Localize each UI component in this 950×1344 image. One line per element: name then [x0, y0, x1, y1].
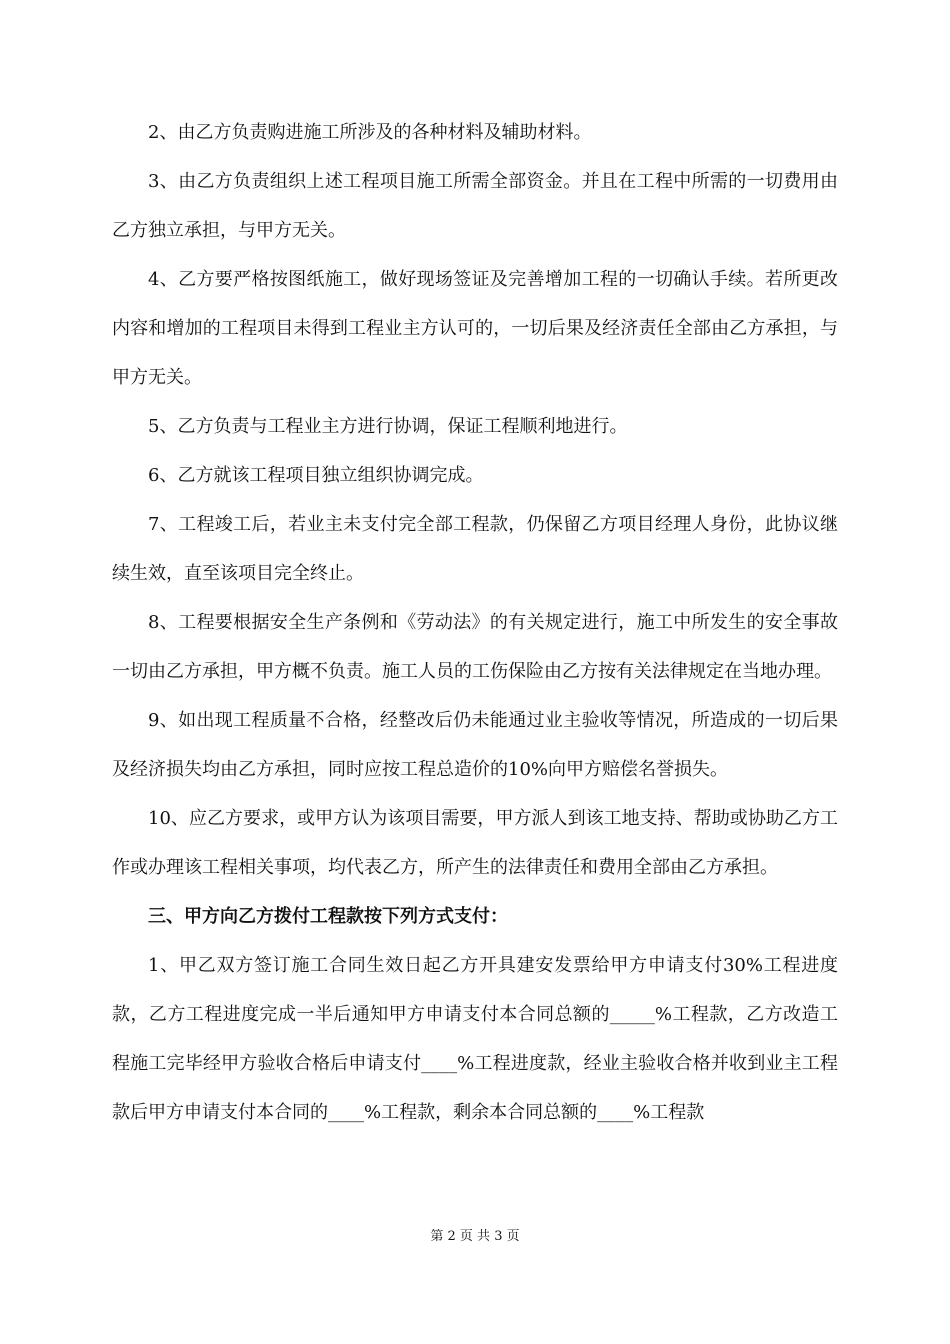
clause-6: 6、乙方就该工程项目独立组织协调完成。	[148, 465, 484, 486]
document-body	[112, 108, 838, 1137]
clause-7: 7、工程竣工后，若业主未支付完全部工程款，仍保留乙方项目经理人身份，此协议继续生效，直至该项目完全终止。	[112, 514, 838, 584]
clause-5: 5、乙方负责与工程业主方进行协调，保证工程顺利地进行。	[148, 416, 628, 437]
section-heading-payment: 三、甲方向乙方拨付工程款按下列方式支付：	[148, 906, 508, 927]
payment-clause-1: 1、甲乙双方签订施工合同生效日起乙方开具建安发票给甲方申请支付30%工程进度款，乙方工程进度完成一半后通知甲方申请支付本合同总额的_____%工程款，乙方改造工程施工完毕经甲方验收合格后申请支付____%工程进度款，经业主验收合格并收到业主工程款后甲方申请支付本合同的____%工程款，剩余本合同总额的____%工程款	[112, 955, 838, 1123]
clause-9: 9、如出现工程质量不合格，经整改后仍未能通过业主验收等情况，所造成的一切后果及经济损失均由乙方承担，同时应按工程总造价的10%向甲方赔偿名誉损失。	[112, 710, 838, 780]
clause-4: 4、乙方要严格按图纸施工，做好现场签证及完善增加工程的一切确认手续。若所更改内容和增加的工程项目未得到工程业主方认可的，一切后果及经济责任全部由乙方承担，与甲方无关。	[112, 269, 838, 388]
page-footer	[0, 1227, 950, 1247]
page-number: 第 2 页 共 3 页	[430, 1229, 520, 1244]
clause-3: 3、由乙方负责组织上述工程项目施工所需全部资金。并且在工程中所需的一切费用由乙方独立承担，与甲方无关。	[112, 171, 838, 241]
clause-8: 8、工程要根据安全生产条例和《劳动法》的有关规定进行，施工中所发生的安全事故一切由乙方承担，甲方概不负责。施工人员的工伤保险由乙方按有关法律规定在当地办理。	[112, 612, 838, 682]
clause-10: 10、应乙方要求，或甲方认为该项目需要，甲方派人到该工地支持、帮助或协助乙方工作或办理该工程相关事项，均代表乙方，所产生的法律责任和费用全部由乙方承担。	[112, 808, 838, 878]
clause-2: 2、由乙方负责购进施工所涉及的各种材料及辅助材料。	[148, 122, 592, 143]
